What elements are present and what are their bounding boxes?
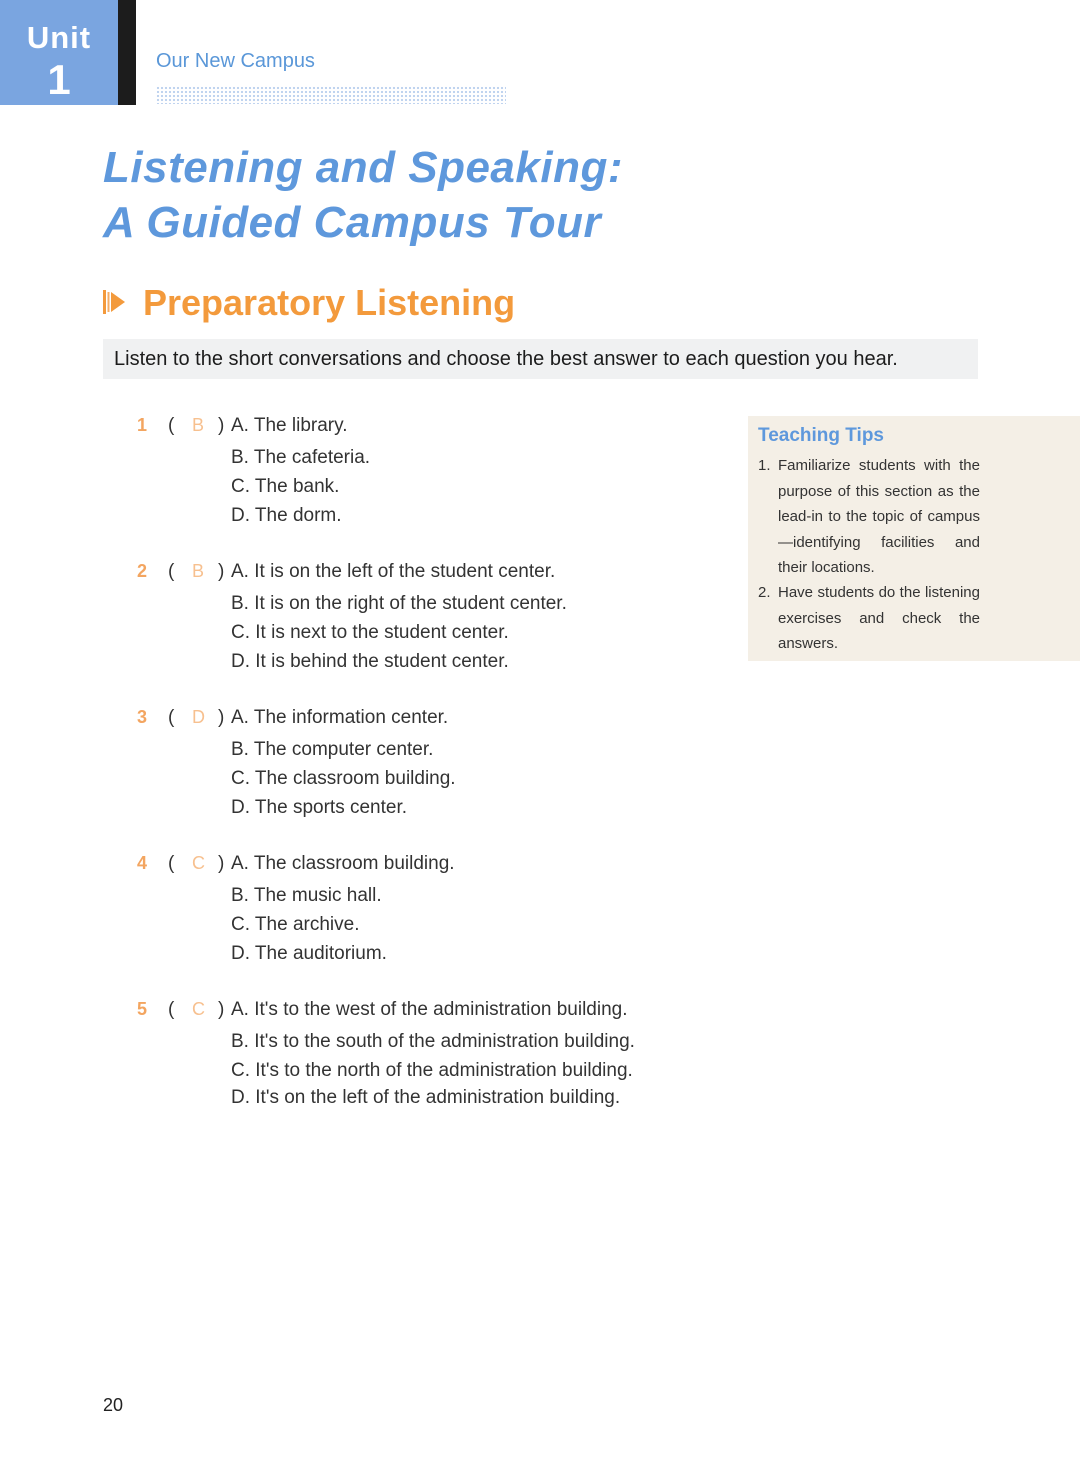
page-number: 20: [103, 1395, 124, 1415]
teaching-tips-title: Teaching Tips: [758, 425, 884, 446]
answer-paren-open: (: [168, 707, 175, 728]
unit-number: 1: [47, 56, 71, 103]
unit-word: Unit: [26, 20, 92, 55]
section-title: Preparatory Listening: [143, 282, 516, 323]
question-number: 5: [137, 999, 148, 1019]
option-d: D. It is behind the student center.: [231, 651, 509, 672]
answer-paren-close: ): [218, 999, 225, 1020]
page-title: [103, 140, 623, 250]
answer-paren-open: (: [168, 853, 175, 874]
unit-subtitle: Our New Campus: [156, 50, 315, 72]
option-b: B. It is on the right of the student center.: [231, 593, 567, 614]
option-b: B. The computer center.: [231, 739, 434, 760]
unit-badge: [0, 0, 118, 105]
option-d: D. The auditorium.: [231, 943, 387, 964]
option-a: A. The classroom building.: [231, 853, 455, 874]
dotted-decoration: [156, 86, 506, 104]
instruction-banner: Listen to the short conversations and choose the best answer to each question you hear.: [103, 339, 978, 379]
tip-text: Familiarize students with the purpose of this section as the lead-in to the topic of campus—identifying facilities and their locations.: [778, 457, 980, 576]
tip-number: 2.: [758, 584, 771, 601]
option-d: D. The dorm.: [231, 505, 342, 526]
option-d: D. It's on the left of the administration building.: [231, 1087, 621, 1108]
question-number: 3: [137, 707, 148, 727]
option-a: A. It is on the left of the student center.: [231, 561, 556, 582]
question-number: 1: [137, 415, 148, 435]
answer-paren-close: ): [218, 561, 225, 582]
tip-item-2: [758, 580, 980, 657]
answer-paren-open: (: [168, 561, 175, 582]
option-b: B. The music hall.: [231, 885, 382, 906]
option-b: B. The cafeteria.: [231, 447, 371, 468]
answer-paren-open: (: [168, 415, 175, 436]
answer-key: D: [192, 707, 205, 727]
option-c: C. It is next to the student center.: [231, 622, 509, 643]
play-arrow-icon: [103, 288, 125, 316]
unit-divider-bar: [118, 0, 136, 105]
answer-paren-open: (: [168, 999, 175, 1020]
option-a: A. The information center.: [231, 707, 449, 728]
answer-paren-close: ): [218, 707, 225, 728]
option-c: C. The classroom building.: [231, 768, 456, 789]
title-line-1: Listening and Speaking:: [103, 143, 623, 192]
tip-text: Have students do the listening exercises and check the answers.: [778, 584, 980, 652]
option-c: C. The bank.: [231, 476, 340, 497]
option-a: A. It's to the west of the administration building.: [231, 999, 628, 1020]
answer-paren-close: ): [218, 853, 225, 874]
question-number: 2: [137, 561, 148, 581]
tip-number: 1.: [758, 457, 771, 474]
option-c: C. The archive.: [231, 914, 360, 935]
answer-key: B: [192, 415, 205, 435]
answer-key: B: [192, 561, 205, 581]
tip-item-1: [758, 453, 980, 581]
option-c: C. It's to the north of the administration building.: [231, 1060, 633, 1081]
answer-paren-close: ): [218, 415, 225, 436]
option-b: B. It's to the south of the administration building.: [231, 1031, 635, 1052]
option-d: D. The sports center.: [231, 797, 408, 818]
answer-key: C: [192, 999, 205, 1019]
title-line-2: A Guided Campus Tour: [103, 198, 602, 247]
option-a: A. The library.: [231, 415, 348, 436]
teaching-tips-box: [748, 416, 1080, 661]
answer-key: C: [192, 853, 205, 873]
question-number: 4: [137, 853, 148, 873]
